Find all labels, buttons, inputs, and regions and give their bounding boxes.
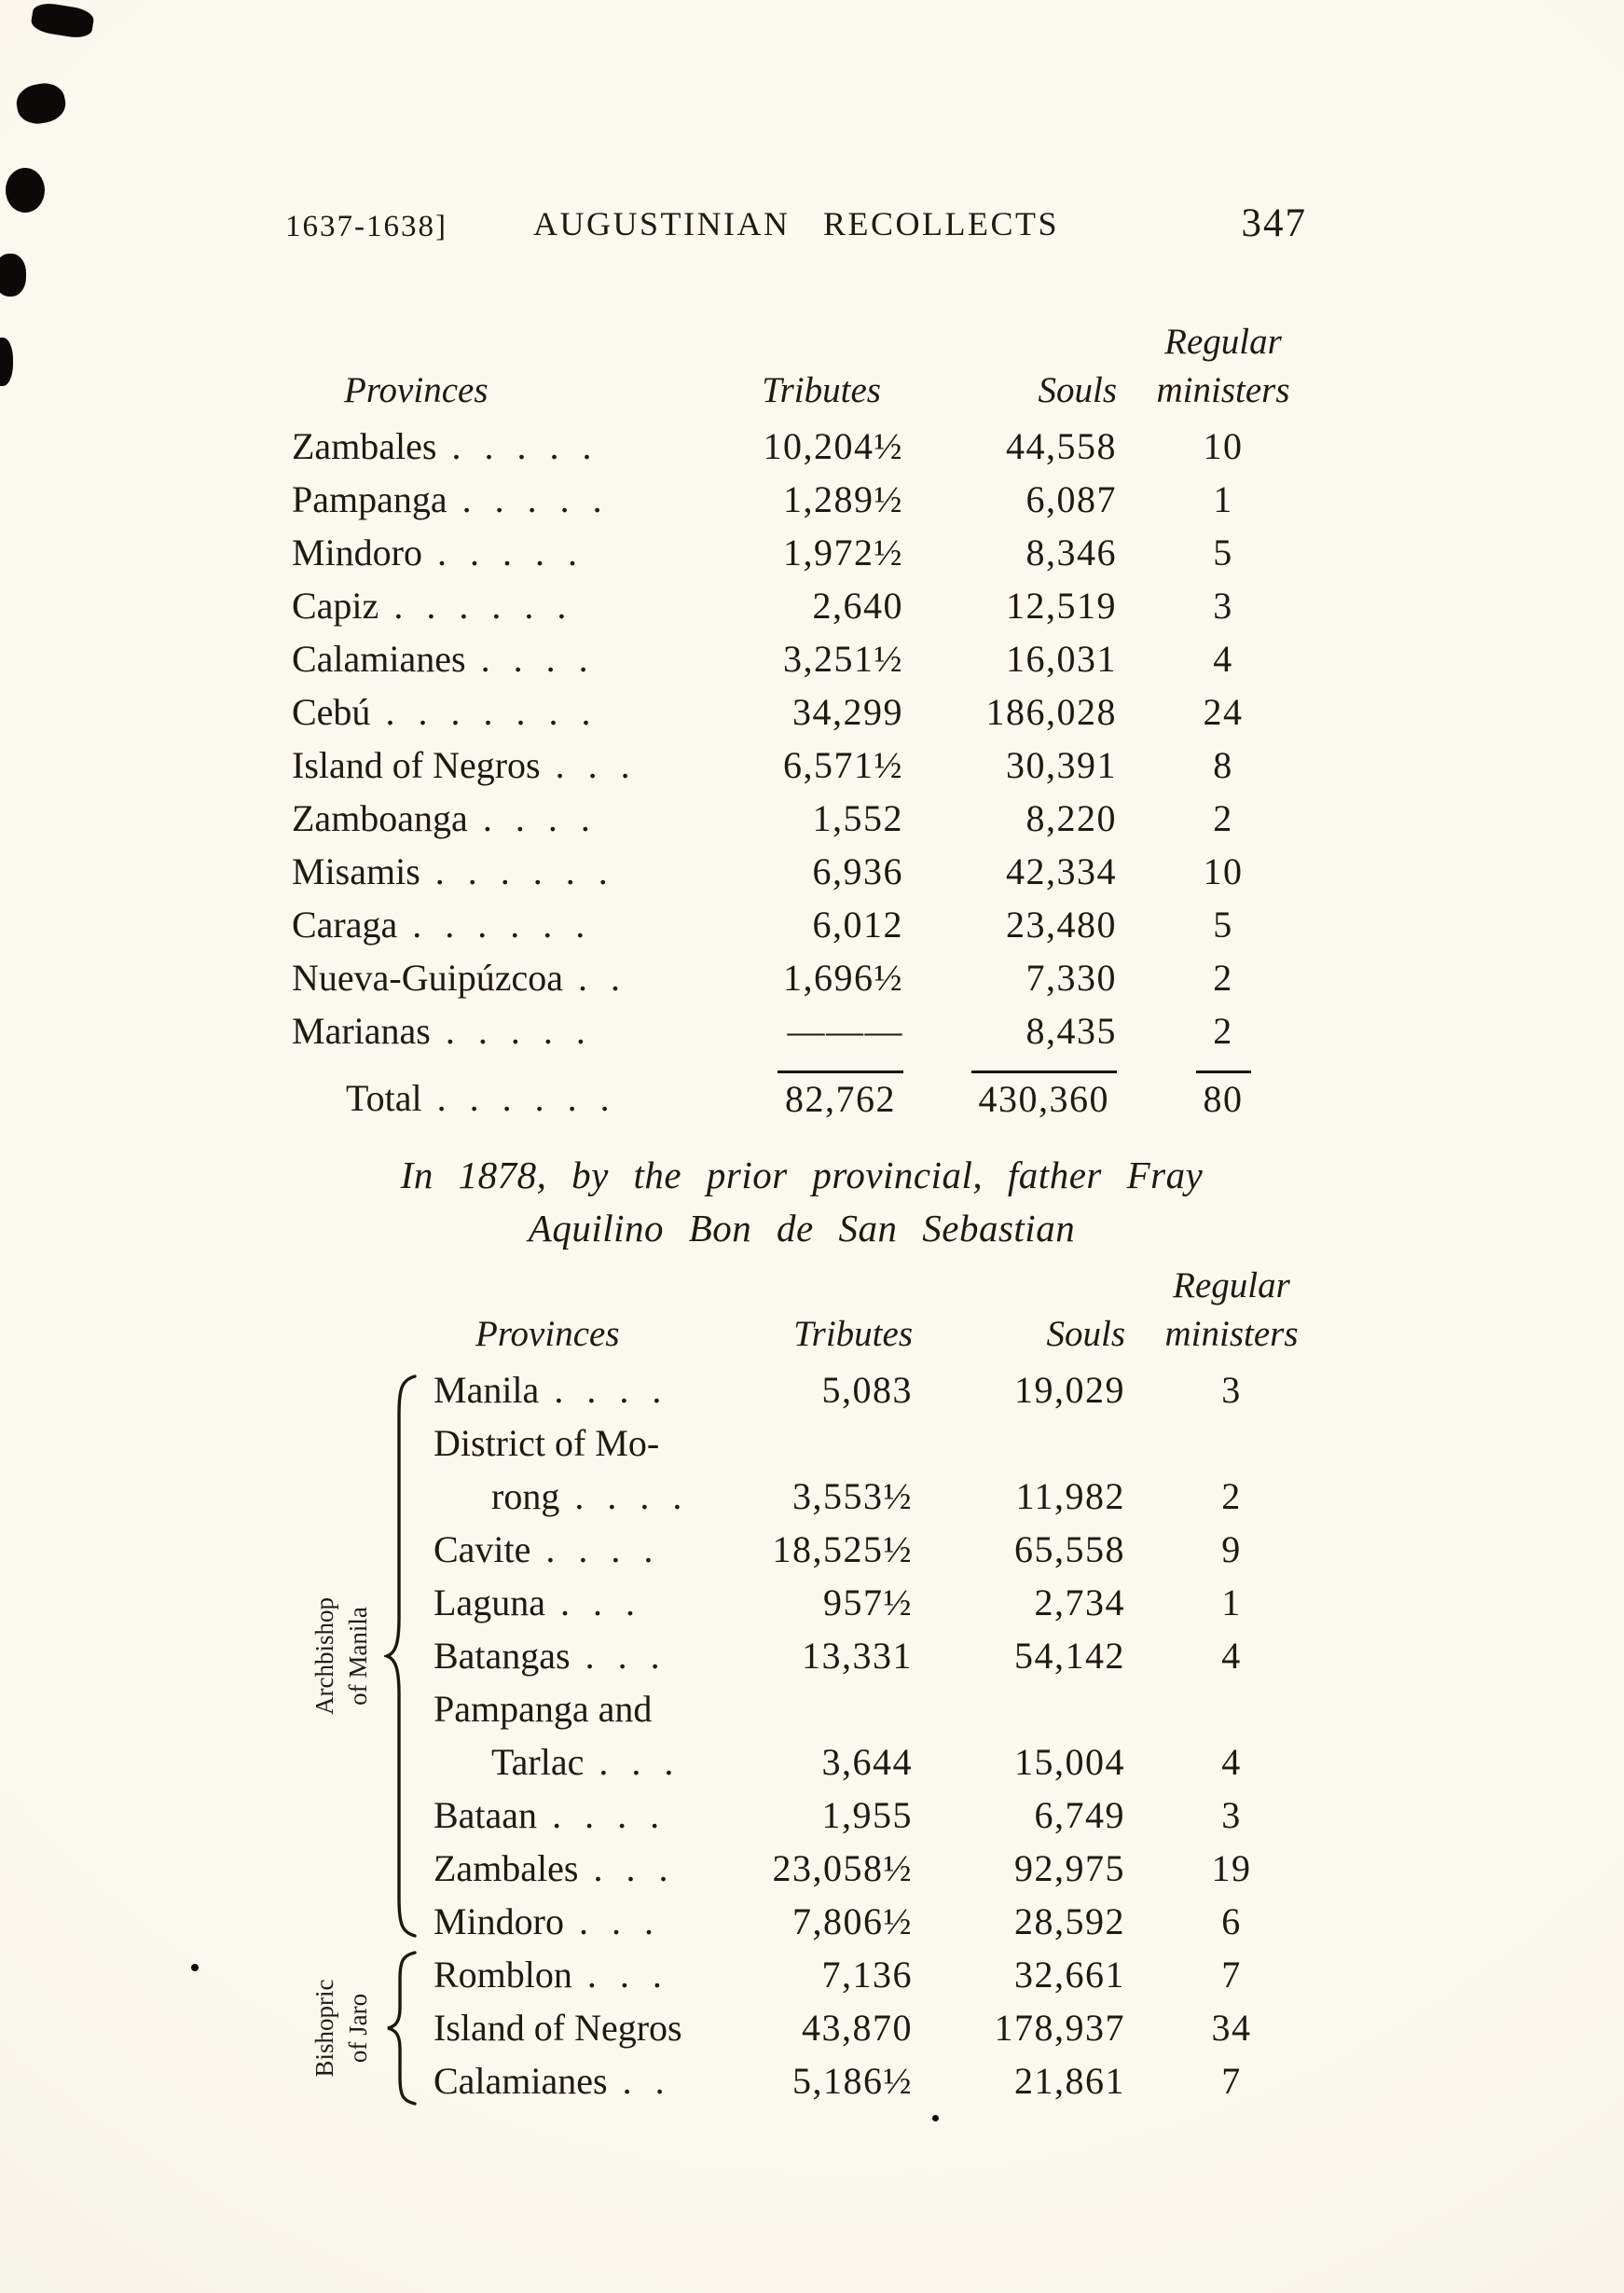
- ministers-value: 5: [1213, 532, 1233, 573]
- souls-value: [918, 1682, 1129, 1735]
- souls-value: 8,435: [1025, 1010, 1117, 1052]
- table-row: [292, 526, 1326, 579]
- province-name: Tarlac: [491, 1741, 585, 1783]
- ministers-value: 9: [1221, 1528, 1242, 1570]
- tributes-value: 2,640: [812, 585, 903, 627]
- table-row: [434, 1629, 1334, 1682]
- group-rows: [280, 1363, 1334, 1948]
- ministers-value: 2: [1213, 797, 1233, 839]
- table-row: [292, 792, 1326, 845]
- province-name: Zambales: [292, 425, 437, 467]
- tributes-value: 5,186½: [792, 2060, 913, 2102]
- group-bishopric-of-jaro: [280, 1948, 1334, 2107]
- total-ministers-cell: [1121, 1071, 1326, 1132]
- total-souls-cell: [909, 1071, 1121, 1132]
- dot-leader: . .: [622, 2060, 666, 2102]
- scan-artifact: [14, 80, 69, 127]
- souls-value: [918, 1416, 1129, 1470]
- table-row: [292, 951, 1326, 1004]
- ministers-value: 3: [1221, 1369, 1242, 1411]
- total-row: [292, 1071, 1326, 1132]
- dot-leader: . . . .: [554, 1369, 663, 1411]
- tributes-value: 10,204½: [763, 425, 903, 467]
- province-name: Laguna: [434, 1582, 545, 1623]
- ministers-value: 4: [1221, 1741, 1242, 1783]
- table-row: [434, 1363, 1334, 1416]
- province-name: Cavite: [434, 1528, 531, 1570]
- col-header-provinces: Provinces: [344, 370, 489, 410]
- tributes-value: 957½: [823, 1582, 913, 1623]
- province-cell: [292, 792, 739, 845]
- tributes-value: 6,936: [812, 850, 903, 892]
- dot-leader: . . . .: [482, 797, 591, 839]
- tributes-value: 18,525½: [772, 1528, 913, 1570]
- table1-rows: [292, 420, 1326, 1057]
- dot-leader: . . .: [559, 1582, 636, 1623]
- page-number: 347: [1241, 201, 1307, 245]
- province-name: Bataan: [434, 1794, 538, 1836]
- province-cell: [292, 739, 739, 792]
- dot-leader: . . . .: [552, 1794, 661, 1836]
- province-name: Mindoro: [292, 532, 422, 573]
- tributes-value: 13,331: [802, 1635, 913, 1677]
- table-row: [434, 1789, 1334, 1842]
- table-row: [292, 420, 1326, 473]
- province-name: Caraga: [292, 904, 398, 946]
- tributes-value: 1,972½: [783, 532, 903, 573]
- province-cell: [292, 685, 739, 739]
- group-label-archbishop: Archbishop of Manila: [310, 1596, 372, 1715]
- dot-leader: . . . . . .: [412, 904, 586, 946]
- table1-column-headers: [292, 367, 1326, 420]
- dot-leader: . . . . .: [451, 425, 593, 467]
- tributes-value: [746, 1682, 918, 1735]
- ministers-value: [1129, 1682, 1334, 1735]
- dot-leader: . . . . . . .: [385, 691, 592, 733]
- province-cell: [434, 2001, 746, 2054]
- tributes-value: 43,870: [802, 2007, 913, 2049]
- tributes-value: [746, 1416, 918, 1470]
- province-cell: [434, 1789, 746, 1842]
- tributes-value: 3,644: [821, 1741, 913, 1783]
- province-name: Calamianes: [434, 2060, 608, 2102]
- table-row: [434, 1470, 1334, 1523]
- table-row: [434, 1576, 1334, 1629]
- table2-column-headers: [280, 1311, 1334, 1363]
- province-cell: [434, 1576, 746, 1629]
- dot-leader: . . . . .: [461, 478, 603, 520]
- province-name: rong: [491, 1475, 560, 1517]
- table-row: [292, 898, 1326, 951]
- province-cell: [292, 845, 739, 898]
- tributes-value: 34,299: [792, 691, 903, 733]
- table-row: [434, 1416, 1334, 1470]
- ministers-value: 2: [1221, 1475, 1242, 1517]
- souls-value: 6,749: [1034, 1794, 1125, 1836]
- province-cell: [292, 951, 739, 1004]
- province-cell: [434, 1895, 746, 1948]
- scan-artifact: [6, 168, 45, 213]
- souls-value: 44,558: [1006, 425, 1117, 467]
- province-name: Misamis: [292, 850, 420, 892]
- province-cell: [434, 1523, 746, 1576]
- dot-leader: . . . . . .: [434, 850, 609, 892]
- table-row: [292, 1004, 1326, 1057]
- table-row: [292, 632, 1326, 685]
- province-name: Pampanga: [292, 478, 447, 520]
- ministers-value: 2: [1213, 1010, 1233, 1052]
- group-label-bishopric: Bishopric of Jaro: [310, 1979, 372, 2077]
- col-header-provinces: Provinces: [475, 1314, 620, 1354]
- group-rows: [280, 1948, 1334, 2107]
- province-cell: [292, 898, 739, 951]
- dot-leader: . . . .: [545, 1528, 654, 1570]
- province-cell: [434, 2054, 746, 2107]
- table-row: [434, 1523, 1334, 1576]
- ministers-value: 19: [1211, 1847, 1252, 1889]
- souls-value: 54,142: [1014, 1635, 1125, 1677]
- souls-value: 12,519: [1006, 585, 1117, 627]
- group-archbishop-of-manila: [280, 1363, 1334, 1948]
- table-row: [434, 2054, 1334, 2107]
- col-header-regular: Regular: [1164, 322, 1282, 362]
- table-row: [434, 1895, 1334, 1948]
- tributes-value: 23,058½: [772, 1847, 913, 1889]
- souls-value: 178,937: [994, 2007, 1125, 2049]
- province-name: Zamboanga: [292, 797, 468, 839]
- souls-value: 8,220: [1025, 797, 1117, 839]
- ministers-value: 10: [1203, 850, 1244, 892]
- tributes-value: 5,083: [821, 1369, 913, 1411]
- dot-leader: . . .: [585, 1635, 661, 1677]
- ministers-value: 10: [1203, 425, 1244, 467]
- section-heading-line1: In 1878, by the prior provincial, father Fray: [400, 1153, 1204, 1196]
- dot-leader: . . . .: [480, 638, 589, 680]
- province-name: Calamianes: [292, 638, 466, 680]
- col-header-ministers: ministers: [1156, 370, 1290, 410]
- province-name: Romblon: [434, 1954, 572, 1996]
- souls-value: 8,346: [1025, 532, 1117, 573]
- dot-leader: . . .: [593, 1847, 669, 1889]
- ministers-value: 1: [1221, 1582, 1242, 1623]
- province-name: Cebú: [292, 691, 371, 733]
- table1-regular-line: [292, 317, 1326, 367]
- scan-artifact: [932, 2115, 939, 2121]
- souls-value: 7,330: [1025, 957, 1117, 999]
- souls-value: 186,028: [985, 691, 1117, 733]
- ministers-value: 1: [1213, 478, 1233, 520]
- total-tributes-cell: [739, 1071, 909, 1132]
- scan-artifact: [0, 338, 13, 386]
- souls-value: 28,592: [1014, 1900, 1125, 1942]
- province-name: Marianas: [292, 1010, 431, 1052]
- total-souls: 430,360: [971, 1071, 1118, 1122]
- souls-value: 16,031: [1006, 638, 1117, 680]
- ministers-value: 4: [1221, 1635, 1242, 1677]
- ministers-value: 3: [1221, 1794, 1242, 1836]
- ministers-value: [1129, 1416, 1334, 1470]
- scan-artifact: [0, 254, 26, 297]
- section-heading-line2: Aquilino Bon de San Sebastian: [528, 1207, 1076, 1250]
- page-header: [285, 198, 1307, 246]
- tributes-value: 3,553½: [792, 1475, 913, 1517]
- tributes-value: 6,571½: [783, 744, 903, 786]
- ministers-value: 7: [1221, 1954, 1242, 1996]
- souls-value: 23,480: [1006, 904, 1117, 946]
- tributes-value: 7,136: [821, 1954, 913, 1996]
- table-row: [434, 2001, 1334, 2054]
- province-cell: [434, 1629, 746, 1682]
- souls-value: 2,734: [1034, 1582, 1125, 1623]
- province-cell: [434, 1416, 746, 1470]
- ministers-value: 8: [1213, 744, 1233, 786]
- dot-leader: . . .: [555, 744, 631, 786]
- total-tributes: 82,762: [778, 1071, 903, 1122]
- table-row: [292, 739, 1326, 792]
- province-cell: [434, 1735, 746, 1789]
- province-name: Capiz: [292, 585, 379, 627]
- province-name: District of Mo-: [434, 1422, 660, 1464]
- tributes-value: 6,012: [812, 904, 903, 946]
- scan-artifact: [30, 1, 95, 40]
- souls-value: 6,087: [1025, 478, 1117, 520]
- souls-value: 11,982: [1015, 1475, 1125, 1517]
- ministers-value: 4: [1213, 638, 1233, 680]
- table-1878: [280, 1261, 1334, 2107]
- dot-leader: . . . .: [574, 1475, 683, 1517]
- total-label: Total: [346, 1077, 422, 1119]
- province-name: Island of Negros: [434, 2007, 682, 2049]
- ministers-value: 2: [1213, 957, 1233, 999]
- table-row: [292, 579, 1326, 632]
- tributes-value: 3,251½: [783, 638, 903, 680]
- dot-leader: . . .: [579, 1900, 654, 1942]
- souls-value: 92,975: [1014, 1847, 1125, 1889]
- table-1637-1638: [292, 317, 1326, 1132]
- dot-leader: . . . . . .: [393, 585, 568, 627]
- souls-value: 21,861: [1014, 2060, 1125, 2102]
- souls-value: 32,661: [1014, 1954, 1125, 1996]
- province-cell: [292, 1004, 739, 1057]
- col-header-tributes: Tributes: [793, 1314, 913, 1354]
- tributes-value: ———: [787, 1010, 903, 1052]
- province-name: Nueva-Guipúzcoa: [292, 957, 563, 999]
- col-header-tributes: Tributes: [762, 370, 881, 410]
- province-cell: [434, 1363, 746, 1416]
- province-cell: [292, 473, 739, 526]
- table-row: [434, 1735, 1334, 1789]
- scan-artifact: [191, 1964, 199, 1971]
- dot-leader: . . . . .: [437, 532, 578, 573]
- souls-value: 15,004: [1014, 1741, 1125, 1783]
- section-heading: [261, 1149, 1342, 1255]
- province-name: Zambales: [434, 1847, 579, 1889]
- souls-value: 42,334: [1006, 850, 1117, 892]
- province-cell: [434, 1842, 746, 1895]
- province-name: Pampanga and: [434, 1688, 653, 1730]
- dot-leader: . . . . .: [445, 1010, 586, 1052]
- group-brace: [384, 1950, 421, 2107]
- province-name: Manila: [434, 1369, 540, 1411]
- tributes-value: 1,552: [812, 797, 903, 839]
- table2-regular-line: [280, 1261, 1334, 1311]
- souls-value: 19,029: [1014, 1369, 1125, 1411]
- ministers-value: 5: [1213, 904, 1233, 946]
- table-row: [434, 1842, 1334, 1895]
- tributes-value: 1,289½: [783, 478, 903, 520]
- dot-leader: . . . . . .: [436, 1077, 611, 1119]
- dot-leader: . .: [577, 957, 621, 999]
- province-cell: [292, 632, 739, 685]
- province-cell: [292, 420, 739, 473]
- table-row: [434, 1948, 1334, 2001]
- dot-leader: . . .: [586, 1954, 663, 1996]
- ministers-value: 6: [1221, 1900, 1242, 1942]
- total-label-cell: [292, 1071, 739, 1132]
- province-cell: [434, 1682, 746, 1735]
- province-cell: [434, 1470, 746, 1523]
- province-cell: [434, 1948, 746, 2001]
- ministers-value: 7: [1221, 2060, 1242, 2102]
- province-name: Island of Negros: [292, 744, 541, 786]
- total-ministers: 80: [1196, 1071, 1251, 1122]
- souls-value: 30,391: [1006, 744, 1117, 786]
- tributes-value: 1,696½: [783, 957, 903, 999]
- col-header-souls: Souls: [1046, 1314, 1125, 1354]
- col-header-regular: Regular: [1173, 1265, 1290, 1305]
- table-row: [292, 473, 1326, 526]
- province-cell: [292, 579, 739, 632]
- souls-value: 65,558: [1014, 1528, 1125, 1570]
- province-cell: [292, 526, 739, 579]
- header-date-range: 1637-1638]: [285, 210, 447, 243]
- table-row: [292, 685, 1326, 739]
- ministers-value: 24: [1203, 691, 1244, 733]
- col-header-ministers: ministers: [1164, 1314, 1299, 1354]
- province-name: Batangas: [434, 1635, 571, 1677]
- ministers-value: 3: [1213, 585, 1233, 627]
- ministers-value: 34: [1211, 2007, 1252, 2049]
- header-title: AUGUSTINIAN RECOLLECTS: [533, 205, 1059, 242]
- province-name: Mindoro: [434, 1900, 564, 1942]
- col-header-souls: Souls: [1038, 370, 1117, 410]
- tributes-value: 7,806½: [792, 1900, 913, 1942]
- tributes-value: 1,955: [821, 1794, 913, 1836]
- group-brace: [384, 1374, 421, 1939]
- table-row: [292, 845, 1326, 898]
- dot-leader: . . .: [599, 1741, 675, 1783]
- table-row: [434, 1682, 1334, 1735]
